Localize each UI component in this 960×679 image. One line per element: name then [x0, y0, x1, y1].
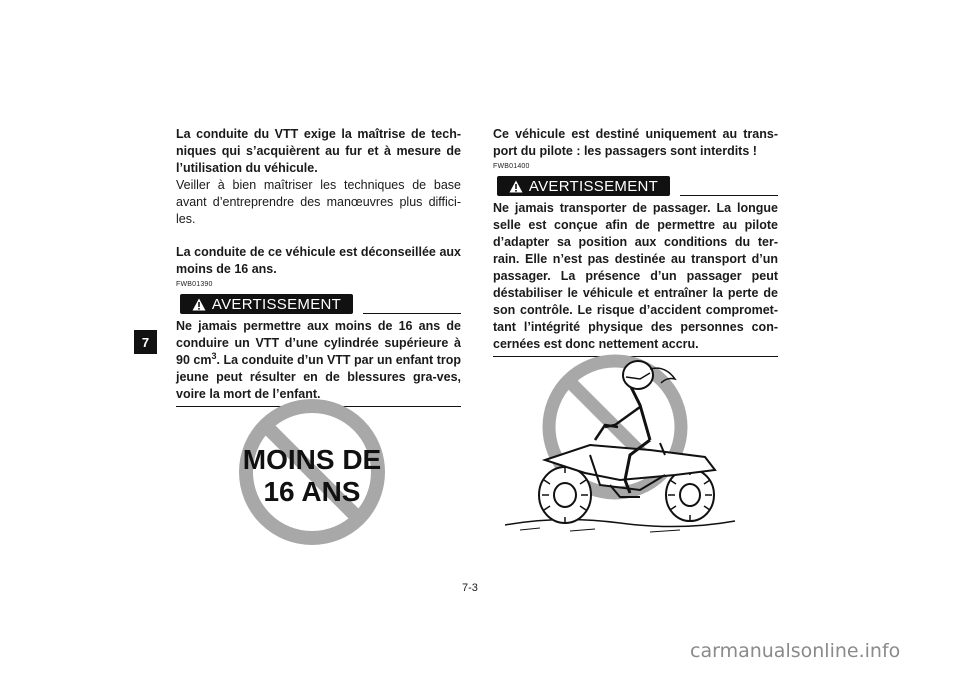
atv-drawing — [505, 361, 735, 532]
watermark: carmanualsonline.info — [690, 640, 901, 662]
left-para1-normal: Veiller à bien maîtriser les techniques de base avant d’entreprendre des manœuvres plus diffici-les. — [176, 178, 461, 226]
warning-triangle-icon — [192, 298, 206, 311]
right-warning-badge — [497, 176, 670, 196]
right-warning-line — [680, 176, 778, 196]
under-16-prohibition-sign — [237, 397, 387, 547]
left-warning-text-b: . La conduite d’un VTT par un enfant trop jeune peut résulter en de blessures gra-ves, voire la mort de l’enfant. — [176, 353, 462, 401]
no-passenger-illustration — [500, 345, 740, 545]
sign-line2: 16 ANS — [263, 476, 361, 507]
right-warning-code: FWB01400 — [493, 163, 530, 170]
left-column — [176, 126, 461, 407]
left-warning-header — [176, 292, 461, 316]
left-warning-code: FWB01390 — [176, 281, 213, 288]
left-para2-bold: La conduite de ce véhicule est déconseillée aux moins de 16 ans. — [176, 245, 461, 276]
left-para1-bold: La conduite du VTT exige la maîtrise de tech-niques qui s’acquièrent au fur et à mesure de l’utilisation du véhicule. — [176, 127, 461, 175]
right-warning-label: AVERTISSEMENT — [528, 177, 659, 195]
left-warning-sup: 3 — [211, 350, 217, 361]
left-warning-text-a: Ne jamais permettre aux moins de 16 ans de conduire un VTT d’une cylindrée supérieure à 90 cm — [176, 319, 461, 367]
left-warning-text — [176, 318, 461, 403]
left-warning-badge — [180, 294, 353, 314]
chapter-tab: 7 — [134, 330, 157, 354]
right-para1-bold: Ce véhicule est destiné uniquement au trans-port du pilote : les passagers sont interdits ! — [493, 127, 778, 158]
right-warning-text: Ne jamais transporter de passager. La longue selle est conçue afin de permettre au pilote d’adapter sa position aux conditions du ter-rain. Elle n’est pas destinée au transport d’un passager. La présence d’un passager peut déstabiliser le véhicule et entraîner la perte de son contrôle. Le risque d’accident compromet-tant l’intégrité physique des personnes con-cernées est donc nettement accru. — [493, 201, 778, 351]
sign-line1: MOINS DE — [242, 444, 382, 475]
warning-triangle-icon — [509, 180, 523, 193]
right-warning-header — [493, 174, 778, 198]
right-column — [493, 126, 778, 357]
left-warning-label: AVERTISSEMENT — [211, 295, 342, 313]
left-warning-line — [363, 294, 461, 314]
page-number: 7-3 — [462, 582, 478, 594]
